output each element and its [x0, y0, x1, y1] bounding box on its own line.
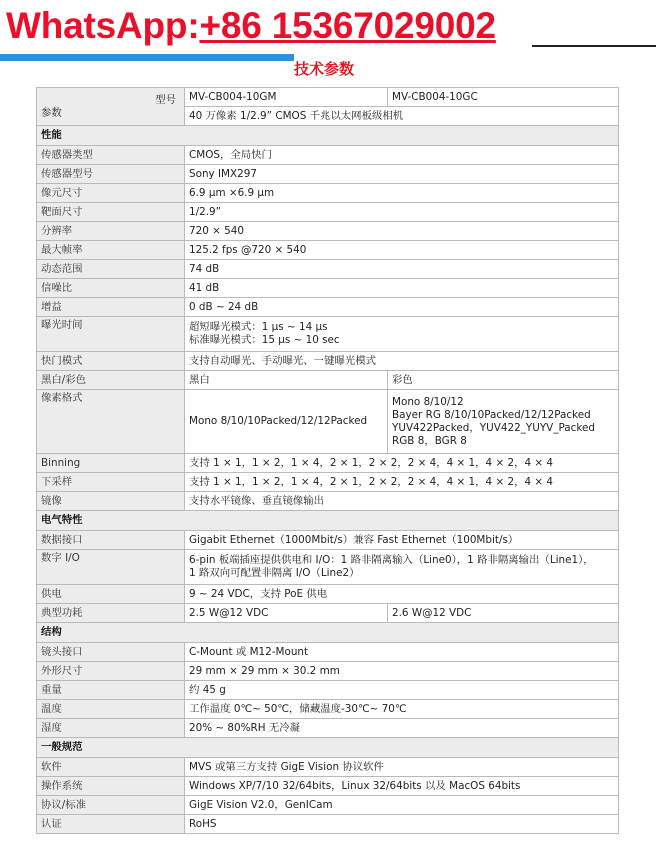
table-row: 靶面尺寸 1/2.9” [37, 203, 619, 222]
table-row: 数据接口 Gigabit Ethernet（1000Mbit/s）兼容 Fast Ethernet（100Mbit/s） [37, 531, 619, 550]
table-row: 协议/标准 GigE Vision V2.0，GenICam [37, 796, 619, 815]
table-row: 重量 约 45 g [37, 681, 619, 700]
banner-underline [532, 45, 656, 47]
table-row: 操作系统 Windows XP/7/10 32/64bits，Linux 32/64bits 以及 MacOS 64bits [37, 777, 619, 796]
color-row: 黑白/彩色 黑白 彩色 [37, 371, 619, 390]
section-general: 一般规范 [37, 738, 619, 758]
table-row: 认证 RoHS [37, 815, 619, 834]
table-row: Binning 支持 1 × 1，1 × 2，1 × 4，2 × 1，2 × 2，2 × 4，4 × 1，4 × 2，4 × 4 [37, 454, 619, 473]
table-row: 外形尺寸 29 mm × 29 mm × 30.2 mm [37, 662, 619, 681]
pixel-format-mono: Mono 8/10/10Packed/12/12Packed [185, 390, 388, 454]
whatsapp-label: WhatsApp: [6, 5, 200, 46]
table-row: 分辨率 720 × 540 [37, 222, 619, 241]
table-row: 动态范围 74 dB [37, 260, 619, 279]
consumption-row: 典型功耗 2.5 W@12 VDC 2.6 W@12 VDC [37, 604, 619, 623]
table-row: 快门模式 支持自动曝光、手动曝光、一键曝光模式 [37, 352, 619, 371]
section-performance: 性能 [37, 126, 619, 146]
digital-io-row: 数字 I/O 6-pin 板端插座提供供电和 I/O：1 路非隔离输入（Line0），1 路非隔离输出（Line1）， 1 路双向可配置非隔离 I/O（Line2） [37, 550, 619, 585]
table-row: 镜像 支持水平镜像、垂直镜像输出 [37, 492, 619, 511]
exposure-row: 曝光时间 超短曝光模式：1 μs ~ 14 μs 标准曝光模式：15 μs ~ 10 sec [37, 317, 619, 352]
table-row: 传感器型号 Sony IMX297 [37, 165, 619, 184]
param-label: 参数 [41, 106, 62, 119]
table-row: 增益 0 dB ~ 24 dB [37, 298, 619, 317]
section-electrical: 电气特性 [37, 511, 619, 531]
table-row: 镜头接口 C-Mount 或 M12-Mount [37, 643, 619, 662]
model-label: 型号 [155, 93, 176, 106]
table-row: 供电 9 ~ 24 VDC，支持 PoE 供电 [37, 585, 619, 604]
pixel-format-color: Mono 8/10/12 Bayer RG 8/10/10Packed/12/12Packed YUV422Packed，YUV422_YUYV_Packed RGB 8，BGR 8 [388, 390, 619, 454]
table-row: 传感器类型 CMOS，全局快门 [37, 146, 619, 165]
table-row: 软件 MVS 或第三方支持 GigE Vision 协议软件 [37, 758, 619, 777]
table-row: 下采样 支持 1 × 1，1 × 2，1 × 4，2 × 1，2 × 2，2 × 4，4 × 1，4 × 2，4 × 4 [37, 473, 619, 492]
exposure-line-2: 标准曝光模式：15 μs ~ 10 sec [189, 334, 340, 346]
section-structure: 结构 [37, 623, 619, 643]
whatsapp-number[interactable]: +86 15367029002 [199, 5, 496, 46]
document-title: 技术参数 [294, 60, 355, 78]
blue-header-bar [0, 54, 294, 61]
header-label-cell [37, 88, 185, 126]
model-b: MV-CB004-10GC [388, 88, 619, 107]
exposure-line-1: 超短曝光模式：1 μs ~ 14 μs [189, 321, 328, 333]
pixel-format-row: 像素格式 Mono 8/10/10Packed/12/12Packed Mono 8/10/12 Bayer RG 8/10/10Packed/12/12Packed YUV422Packed，YUV422_YUYV_Packed RGB 8，BGR 8 [37, 390, 619, 454]
header-model-row [37, 88, 619, 107]
spec-table [36, 87, 619, 834]
table-row: 温度 工作温度 0℃~ 50℃，储藏温度-30℃~ 70℃ [37, 700, 619, 719]
model-description: 40 万像素 1/2.9” CMOS 千兆以太网板级相机 [185, 107, 619, 126]
table-row: 湿度 20% ~ 80%RH 无冷凝 [37, 719, 619, 738]
whatsapp-banner [6, 2, 526, 50]
table-row: 像元尺寸 6.9 μm ×6.9 μm [37, 184, 619, 203]
model-a: MV-CB004-10GM [185, 88, 388, 107]
table-row: 最大帧率 125.2 fps @720 × 540 [37, 241, 619, 260]
table-row: 信噪比 41 dB [37, 279, 619, 298]
